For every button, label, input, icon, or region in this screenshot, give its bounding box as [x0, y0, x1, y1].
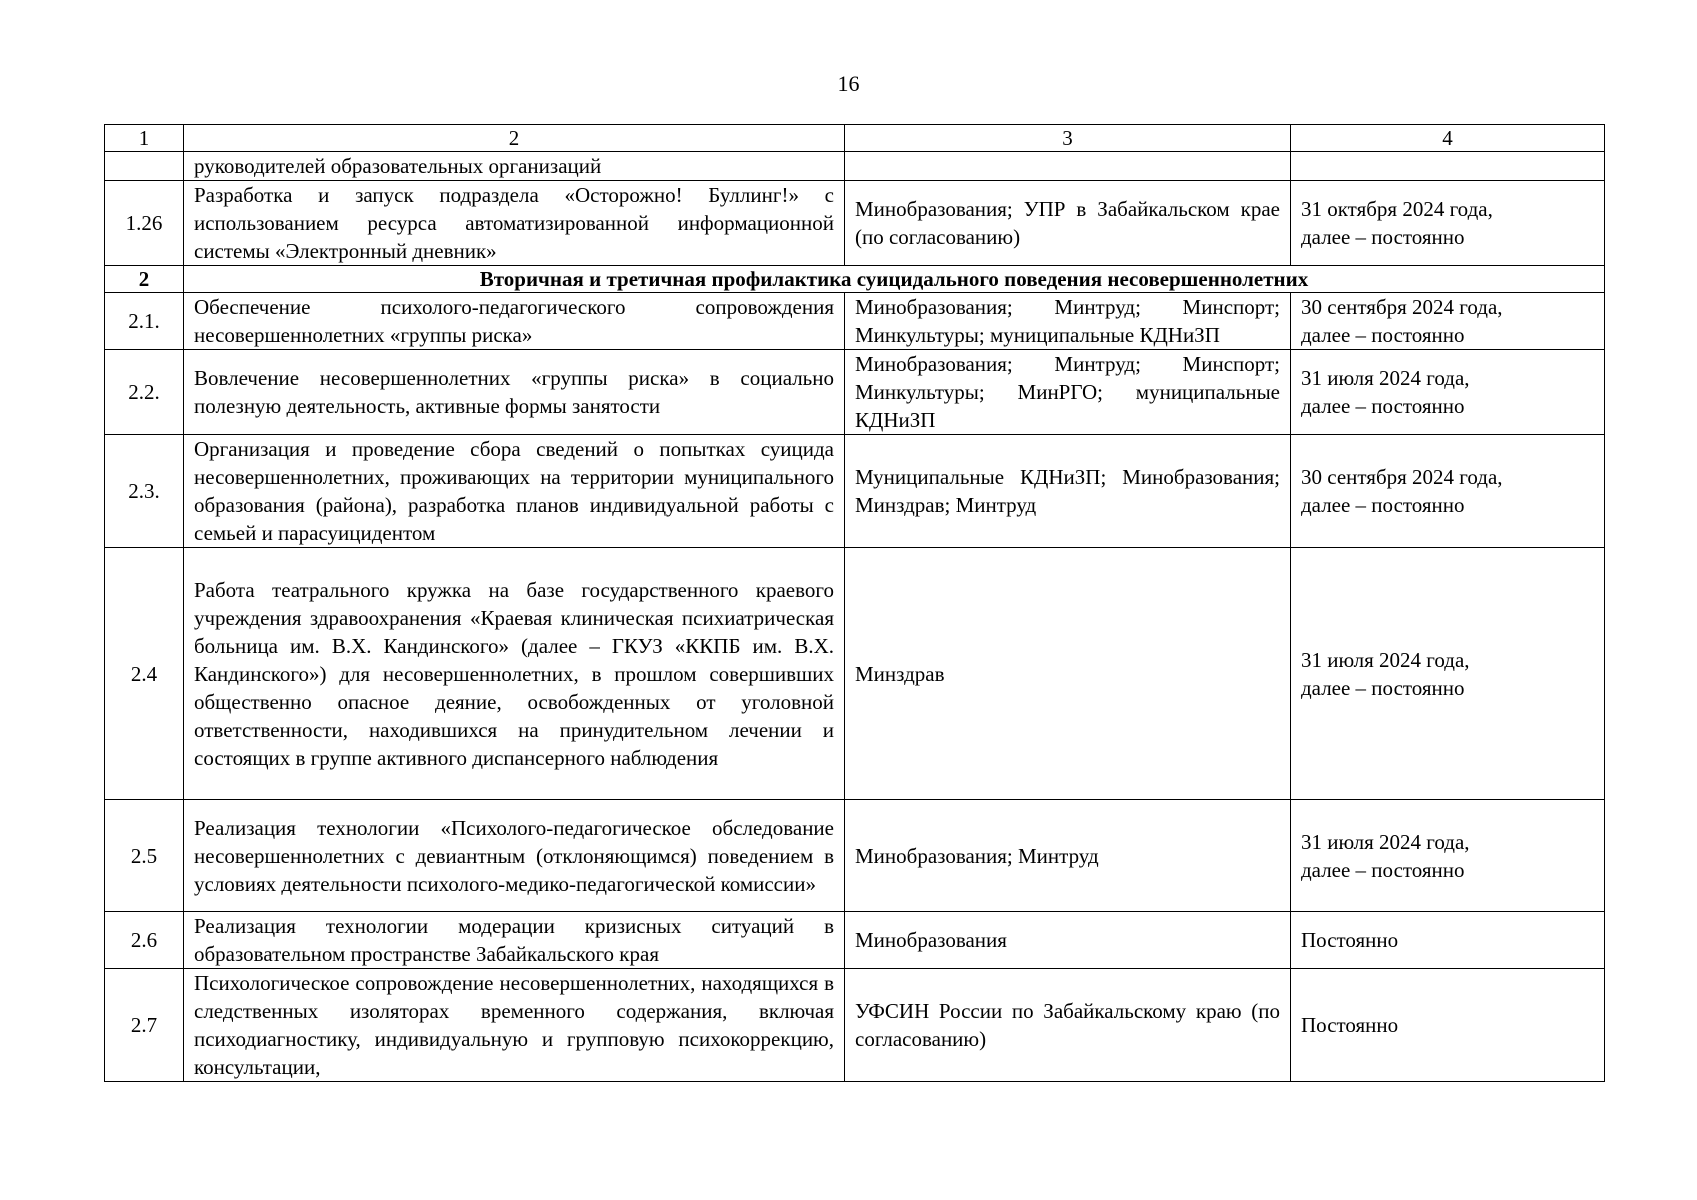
measure-text: Психологическое сопровождение несовершеннолетних, находящихся в следственных изоляторах временного содержания, включая психодиагностику, индивидуальную и групповую психокоррекцию, консультации, — [184, 969, 845, 1082]
section-number: 2 — [105, 266, 184, 293]
row-number: 2.1. — [105, 293, 184, 350]
measure-text: Работа театрального кружка на базе государственного краевого учреждения здравоохранения «Краевая клиническая психиатрическая больница им. В.Х. Кандинского» (далее – ГКУЗ «ККПБ им. В.Х. Кандинского») для несовершеннолетних, в прошлом совершивших общественно опасное деяние, освобожденных от уголовной ответственности, находившихся на принудительном лечении и состоящих в группе активного диспансерного наблюдения — [184, 548, 845, 800]
row-number: 2.5 — [105, 800, 184, 912]
responsible-text: УФСИН России по Забайкальскому краю (по согласованию) — [845, 969, 1291, 1082]
table-row — [105, 435, 1605, 548]
table-header-row — [105, 125, 1605, 152]
table-row — [105, 152, 1605, 181]
responsible-text: Минздрав — [845, 548, 1291, 800]
table-row — [105, 969, 1605, 1082]
responsible-text — [845, 152, 1291, 181]
deadline-text: 30 сентября 2024 года, далее – постоянно — [1291, 435, 1605, 548]
measure-text: Вовлечение несовершеннолетних «группы риска» в социально полезную деятельность, активные формы занятости — [184, 350, 845, 435]
responsible-text: Минобразования; Минтруд; Минспорт; Минкультуры; МинРГО; муниципальные КДНиЗП — [845, 350, 1291, 435]
section-row — [105, 266, 1605, 293]
row-number — [105, 152, 184, 181]
table-row — [105, 548, 1605, 800]
row-number: 2.6 — [105, 912, 184, 969]
header-col-4: 4 — [1291, 125, 1605, 152]
deadline-text: 31 июля 2024 года, далее – постоянно — [1291, 548, 1605, 800]
section-title: Вторичная и третичная профилактика суицидального поведения несовершеннолетних — [184, 266, 1605, 293]
deadline-text: 31 октября 2024 года, далее – постоянно — [1291, 181, 1605, 266]
measure-text: Обеспечение психолого-педагогического сопровождения несовершеннолетних «группы риска» — [184, 293, 845, 350]
header-col-2: 2 — [184, 125, 845, 152]
responsible-text: Муниципальные КДНиЗП; Минобразования; Минздрав; Минтруд — [845, 435, 1291, 548]
table-row — [105, 181, 1605, 266]
deadline-text: Постоянно — [1291, 969, 1605, 1082]
row-number: 2.7 — [105, 969, 184, 1082]
responsible-text: Минобразования; УПР в Забайкальском крае (по согласованию) — [845, 181, 1291, 266]
header-col-1: 1 — [105, 125, 184, 152]
measures-table — [104, 124, 1605, 1082]
row-number: 2.2. — [105, 350, 184, 435]
table-row — [105, 912, 1605, 969]
deadline-text — [1291, 152, 1605, 181]
row-number: 2.4 — [105, 548, 184, 800]
page-number: 16 — [837, 71, 860, 96]
row-number: 1.26 — [105, 181, 184, 266]
responsible-text: Минобразования; Минтруд; Минспорт; Минкультуры; муниципальные КДНиЗП — [845, 293, 1291, 350]
responsible-text: Минобразования — [845, 912, 1291, 969]
deadline-text: 31 июля 2024 года, далее – постоянно — [1291, 350, 1605, 435]
measure-text: руководителей образовательных организаций — [184, 152, 845, 181]
row-number: 2.3. — [105, 435, 184, 548]
header-col-3: 3 — [845, 125, 1291, 152]
deadline-text: Постоянно — [1291, 912, 1605, 969]
measure-text: Реализация технологии модерации кризисных ситуаций в образовательном пространстве Забайкальского края — [184, 912, 845, 969]
responsible-text: Минобразования; Минтруд — [845, 800, 1291, 912]
deadline-text: 31 июля 2024 года, далее – постоянно — [1291, 800, 1605, 912]
measure-text: Реализация технологии «Психолого-педагогическое обследование несовершеннолетних с девиантным (отклоняющимся) поведением в условиях деятельности психолого-медико-педагогической комиссии» — [184, 800, 845, 912]
table-row — [105, 800, 1605, 912]
measure-text: Разработка и запуск подраздела «Осторожно! Буллинг!» с использованием ресурса автоматизированной информационной системы «Электронный дневник» — [184, 181, 845, 266]
measure-text: Организация и проведение сбора сведений о попытках суицида несовершеннолетних, проживающих на территории муниципального образования (района), разработка планов индивидуальной работы с семьей и парасуицидентом — [184, 435, 845, 548]
deadline-text: 30 сентября 2024 года, далее – постоянно — [1291, 293, 1605, 350]
table-row — [105, 350, 1605, 435]
table-row — [105, 293, 1605, 350]
